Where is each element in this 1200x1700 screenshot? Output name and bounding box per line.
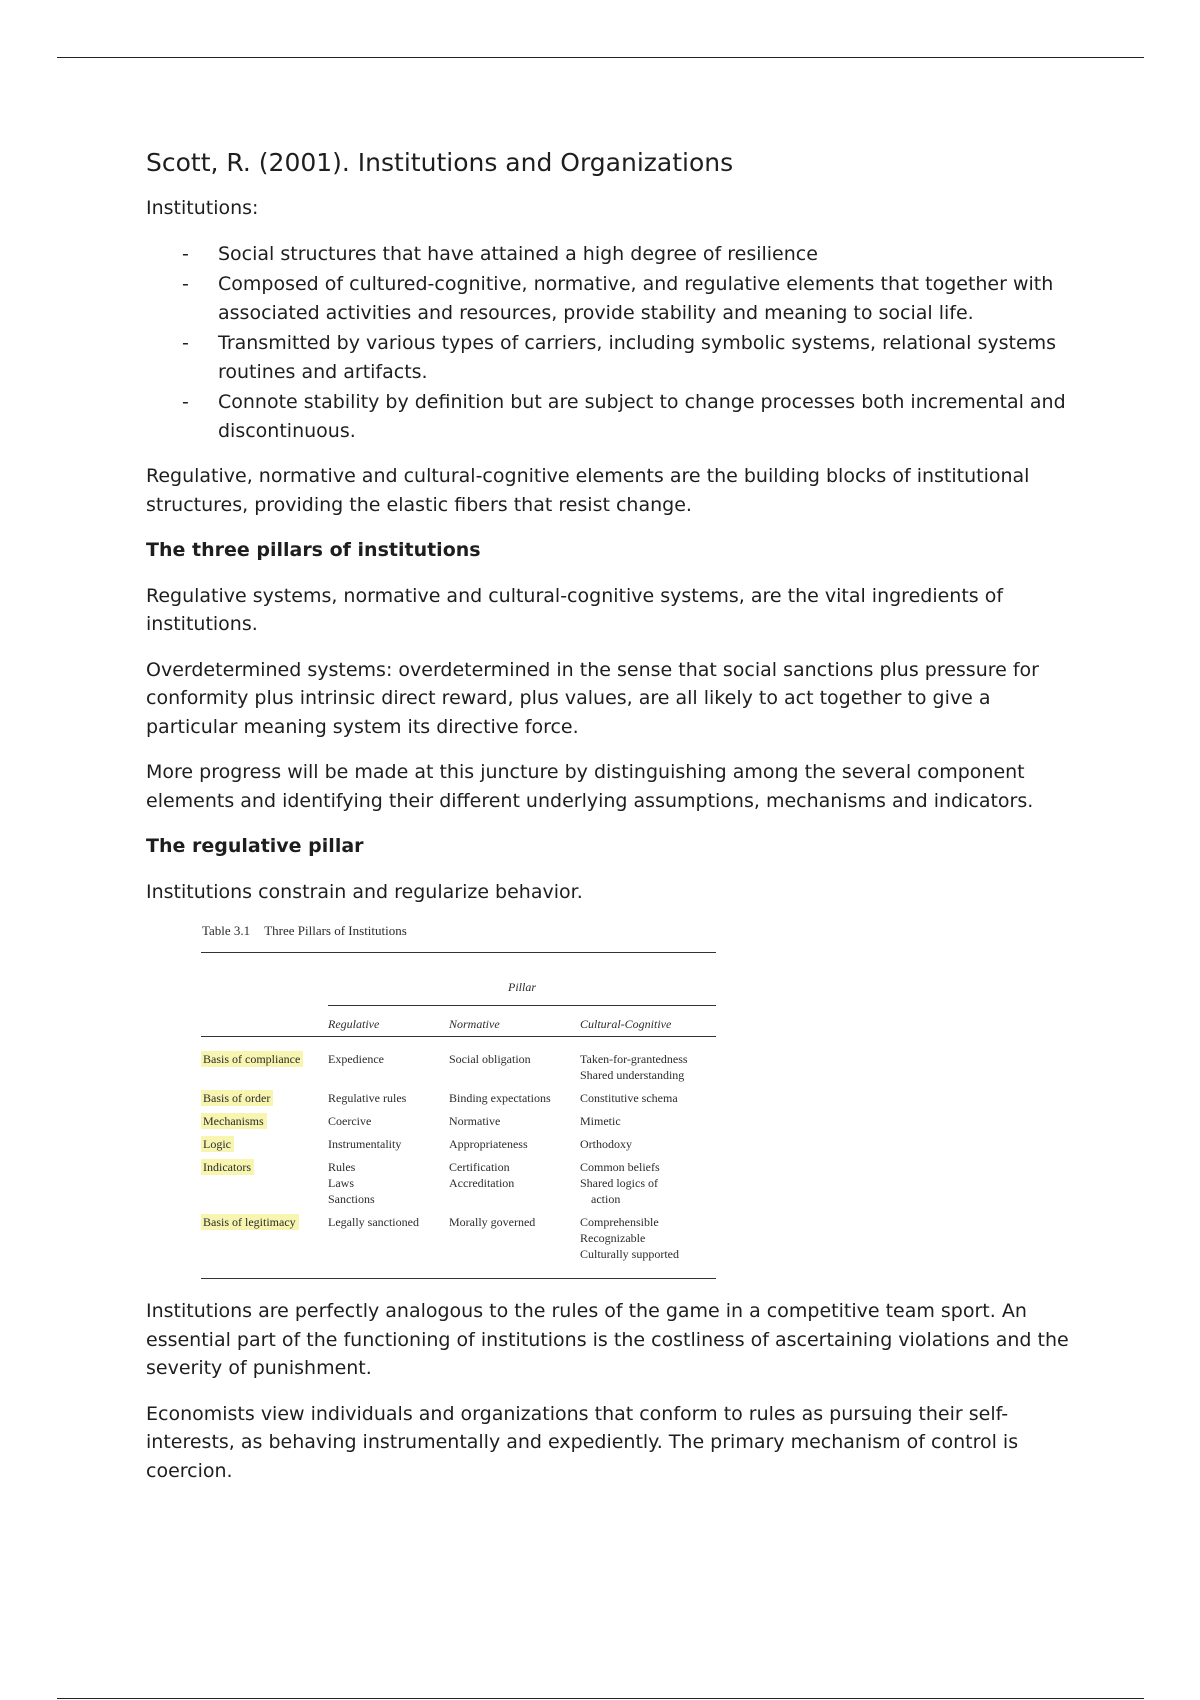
- cell-line: Instrumentality: [328, 1137, 402, 1151]
- document-title: Scott, R. (2001). Institutions and Organizations: [146, 148, 734, 177]
- cell-line: Recognizable: [580, 1231, 646, 1245]
- institutions-bullet-list: [146, 240, 1086, 446]
- cell-line: Normative: [449, 1114, 501, 1128]
- table-row: [201, 1152, 716, 1207]
- footer-rule: [57, 1698, 1144, 1699]
- normative-cell: [449, 1083, 580, 1106]
- cell-line: Comprehensible: [580, 1215, 659, 1229]
- table-row: [201, 1037, 716, 1084]
- cell-line: Shared logics of: [580, 1176, 658, 1190]
- cell-line: Sanctions: [328, 1192, 375, 1206]
- table-corner-cell: [201, 1006, 328, 1037]
- table-row: [201, 1106, 716, 1129]
- cell-line: Constitutive schema: [580, 1091, 678, 1105]
- paragraph-overdetermined: Overdetermined systems: overdetermined in the sense that social sanctions plus pressure for conformity plus intrinsic direct reward, plus values, are all likely to act together to give a particular meaning system its directive force.: [146, 658, 1039, 738]
- cell-line: Certification: [449, 1160, 510, 1174]
- row-label: Basis of compliance: [201, 1051, 303, 1067]
- row-label: Logic: [201, 1136, 234, 1152]
- intro-label: Institutions:: [146, 197, 259, 219]
- normative-cell: [449, 1106, 580, 1129]
- cell-line: Morally governed: [449, 1215, 536, 1229]
- row-label: Mechanisms: [201, 1113, 267, 1129]
- row-label-cell: [201, 1129, 328, 1152]
- table-row: [201, 1083, 716, 1106]
- cell-line: action: [591, 1192, 621, 1206]
- table-row: [201, 1129, 716, 1152]
- cognitive-cell: [580, 1129, 716, 1152]
- row-label-cell: [201, 1207, 328, 1279]
- cell-line: Appropriateness: [449, 1137, 528, 1151]
- normative-cell: [449, 1152, 580, 1207]
- table-group-header: Pillar: [328, 953, 716, 1007]
- regulative-cell: [328, 1152, 449, 1207]
- cognitive-cell: [580, 1083, 716, 1106]
- cognitive-cell: [580, 1037, 716, 1084]
- table-caption-label: Table 3.1: [202, 923, 251, 938]
- paragraph-progress: More progress will be made at this juncture by distinguishing among the several component elements and identifying their different underlying assumptions, mechanisms and indicators.: [146, 761, 1034, 812]
- paragraph-economists: Economists view individuals and organizations that conform to rules as pursuing their self-interests, as behaving instrumentally and expediently. The primary mechanism of control is coercion.: [146, 1402, 1019, 1482]
- regulative-cell: [328, 1129, 449, 1152]
- cell-line: Taken-for-grantedness: [580, 1052, 688, 1066]
- list-item-text: Transmitted by various types of carriers, including symbolic systems, relational systems routines and artifacts.: [218, 332, 1057, 383]
- cell-line: Orthodoxy: [580, 1137, 632, 1151]
- cell-line: Expedience: [328, 1052, 384, 1066]
- regulative-cell: [328, 1106, 449, 1129]
- cell-line: Regulative rules: [328, 1091, 407, 1105]
- bullet-marker: -: [182, 242, 189, 265]
- cell-line: Legally sanctioned: [328, 1215, 419, 1229]
- row-label: Basis of legitimacy: [201, 1214, 299, 1230]
- paragraph-constrain: Institutions constrain and regularize behavior.: [146, 880, 583, 903]
- column-header-normative: Normative: [449, 1006, 580, 1037]
- paragraph-systems: Regulative systems, normative and cultural-cognitive systems, are the vital ingredients of institutions.: [146, 584, 1004, 635]
- list-item: [146, 329, 1086, 386]
- bullet-marker: -: [182, 332, 189, 354]
- table-header-row: [201, 1006, 716, 1037]
- regulative-cell: [328, 1083, 449, 1106]
- bullet-marker: -: [182, 391, 189, 413]
- cell-line: Mimetic: [580, 1114, 621, 1128]
- list-item-text: Composed of cultured-cognitive, normative, and regulative elements that together with associated activities and resources, provide stability and meaning to social life.: [218, 273, 1054, 324]
- paragraph-sport-analogy: Institutions are perfectly analogous to the rules of the game in a competitive team sport. An essential part of the functioning of institutions is the costliness of ascertaining violations and the severity of punishment.: [146, 1300, 1069, 1379]
- normative-cell: [449, 1207, 580, 1279]
- list-item: [146, 388, 1086, 445]
- row-label-cell: [201, 1037, 328, 1084]
- table-row: [201, 1207, 716, 1279]
- column-header-regulative: Regulative: [328, 1006, 449, 1037]
- row-label-cell: [201, 1083, 328, 1106]
- cognitive-cell: [580, 1106, 716, 1129]
- pillars-table: [201, 1006, 716, 1279]
- header-rule: [57, 57, 1144, 58]
- cell-line: Accreditation: [449, 1176, 515, 1190]
- cognitive-cell: [580, 1152, 716, 1207]
- heading-regulative-pillar: The regulative pillar: [146, 835, 364, 857]
- list-item: [146, 270, 1086, 327]
- three-pillars-table-figure: [201, 917, 716, 1279]
- cell-line: Rules: [328, 1160, 356, 1174]
- page-content: [146, 146, 1086, 1502]
- cell-line: Common beliefs: [580, 1160, 660, 1174]
- table-caption: [201, 917, 716, 953]
- row-label: Indicators: [201, 1159, 254, 1175]
- normative-cell: [449, 1037, 580, 1084]
- cell-line: Shared understanding: [580, 1068, 685, 1082]
- normative-cell: [449, 1129, 580, 1152]
- bullet-marker: -: [182, 273, 189, 295]
- list-item-text: Social structures that have attained a high degree of resilience: [218, 242, 818, 265]
- list-item-text: Connote stability by definition but are subject to change processes both incremental and discontinuous.: [218, 391, 1066, 442]
- row-label: Basis of order: [201, 1090, 273, 1106]
- cell-line: Social obligation: [449, 1052, 531, 1066]
- list-item: [146, 240, 1086, 269]
- cell-line: Laws: [328, 1176, 354, 1190]
- row-label-cell: [201, 1152, 328, 1207]
- cell-line: Coercive: [328, 1114, 372, 1128]
- paragraph-elements: Regulative, normative and cultural-cognitive elements are the building blocks of institutional structures, providing the elastic fibers that resist change.: [146, 465, 1030, 516]
- heading-three-pillars: The three pillars of institutions: [146, 539, 481, 561]
- table-caption-title: Three Pillars of Institutions: [264, 923, 407, 938]
- row-label-cell: [201, 1106, 328, 1129]
- cell-line: Binding expectations: [449, 1091, 551, 1105]
- cell-line: Culturally supported: [580, 1247, 679, 1261]
- regulative-cell: [328, 1037, 449, 1084]
- regulative-cell: [328, 1207, 449, 1279]
- cognitive-cell: [580, 1207, 716, 1279]
- column-header-cultural-cognitive: Cultural-Cognitive: [580, 1006, 716, 1037]
